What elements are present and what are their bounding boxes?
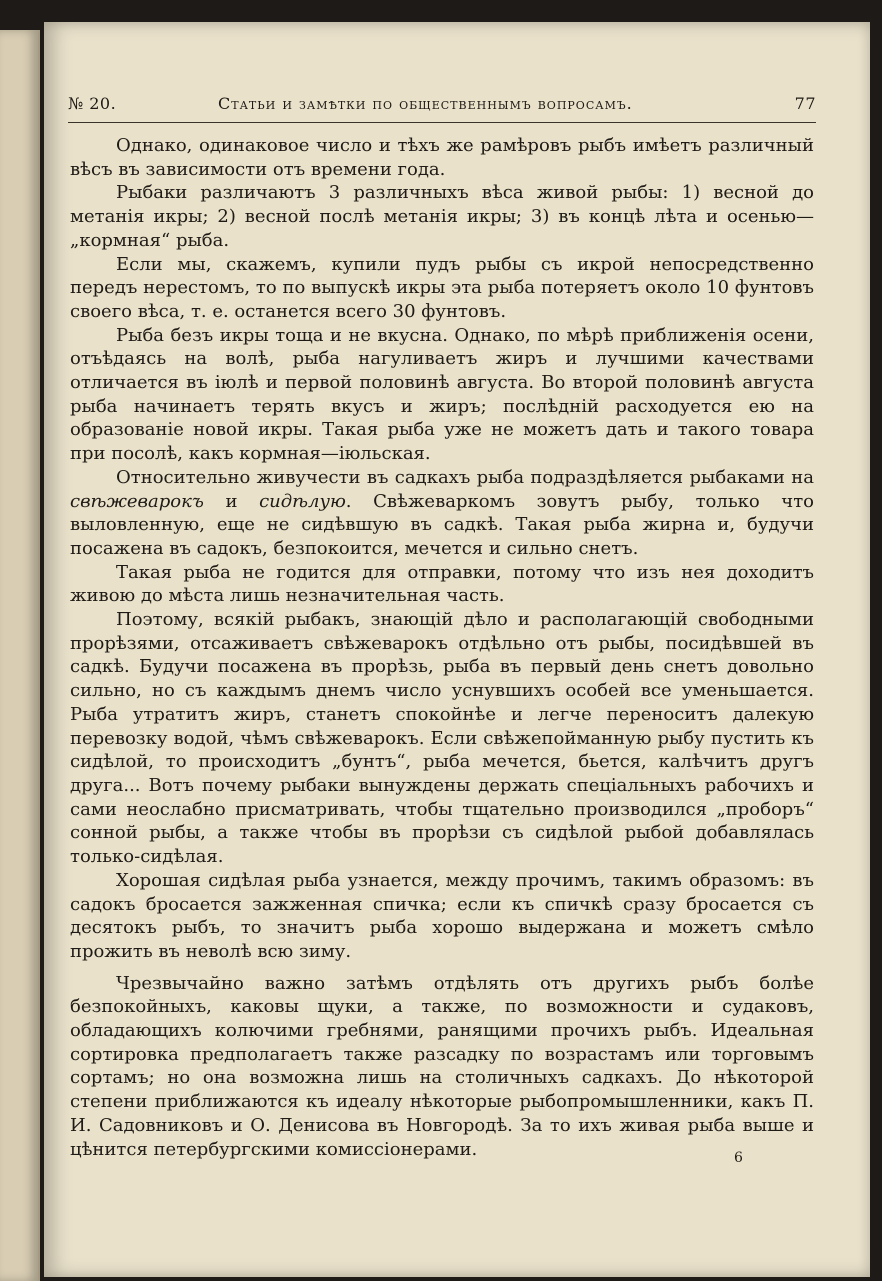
italic-term: сидѣлую bbox=[259, 490, 346, 512]
previous-page-edge bbox=[0, 30, 40, 1281]
paragraph: Поэтому, всякій рыбакъ, знающій дѣло и располагающій свободными прорѣзями, отсаживаетъ свѣжеварокъ отдѣльно отъ рыбы, посидѣвшей въ садкѣ. Будучи посажена въ прорѣзь, рыба въ первый день снетъ довольно сильно, но съ каждымъ днемъ число уснувшихъ особей все уменьшается. Рыба утратитъ жиръ, станетъ спокойнѣе и легче переноситъ далекую перевозку водой, чѣмъ свѣжеварокъ. Если свѣжепойманную рыбу пустить къ сидѣлой, то происходитъ „бунтъ“, рыба мечется, бьется, калѣчитъ другъ друга... Вотъ почему рыбаки вынуждены держать спеціальныхъ рабочихъ и сами неослабно присматривать, чтобы тщательно производился „проборъ“ сонной рыбы, а также чтобы въ прорѣзи съ сидѣлой рыбой добавлялась только-сидѣлая. bbox=[70, 609, 814, 868]
page-number: 77 bbox=[794, 94, 816, 113]
signature-mark: 6 bbox=[734, 1150, 743, 1166]
text-run: и bbox=[203, 490, 260, 512]
paragraph: Такая рыба не годится для отправки, потому что изъ нея доходитъ живою до мѣста лишь незначительная часть. bbox=[70, 561, 814, 607]
paragraph: Однако, одинаковое число и тѣхъ же рамѣровъ рыбъ имѣетъ различный вѣсъ въ зависимости отъ времени года. bbox=[70, 135, 814, 180]
italic-term: свѣжеварокъ bbox=[70, 490, 204, 512]
running-header bbox=[68, 92, 816, 123]
issue-number: № 20. bbox=[68, 94, 117, 113]
text-run: Относительно живучести въ садкахъ рыба подраздѣляется рыбаками на bbox=[116, 466, 814, 488]
book-page bbox=[44, 22, 870, 1277]
text-run: . Свѣжеваркомъ зовутъ рыбу, только что выловленную, еще не сидѣвшую въ садкѣ. Такая рыба жирна и, будучи посажена въ садокъ, безпокоится, мечется и сильно снетъ. bbox=[70, 490, 814, 559]
paragraph: Рыба безъ икры тоща и не вкусна. Однако, по мѣрѣ приближенія осени, отъѣдаясь на волѣ, рыба нагуливаетъ жиръ и лучшими качествами отличается въ іюлѣ и первой половинѣ августа. Во второй половинѣ августа рыба начинаетъ терять вкусъ и жиръ; послѣдній расходуется ею на образованіе новой икры. Такая рыба уже не можетъ дать и такого товара при посолѣ, какъ кормная—іюльская. bbox=[70, 324, 814, 465]
running-title: Статьи и замѣтки по общественнымъ вопросамъ. bbox=[218, 94, 633, 113]
paragraph: Чрезвычайно важно затѣмъ отдѣлять отъ другихъ рыбъ болѣе безпокойныхъ, каковы щуки, а также, по возможности и судаковъ, обладающихъ колючими гребнями, ранящими прочихъ рыбъ. Идеальная сортировка предполагаетъ также разсадку по возрастамъ или торговымъ сортамъ; но она возможна лишь на столичныхъ садкахъ. До нѣкоторой степени приближаются къ идеалу нѣкоторые рыбопромышленники, какъ П. И. Садовниковъ и О. Денисова въ Новгородѣ. За то ихъ живая рыба выше и цѣнится петербургскими комиссіонерами. bbox=[70, 972, 814, 1160]
paragraph bbox=[70, 466, 814, 561]
paragraph: Хорошая сидѣлая рыба узнается, между прочимъ, такимъ образомъ: въ садокъ бросается зажженная спичка; если къ спичкѣ сразу бросается съ десятокъ рыбъ, то значитъ рыба хорошо выдержана и можетъ смѣло прожить въ неволѣ всю зиму. bbox=[70, 869, 814, 962]
paragraph: Рыбаки различаютъ 3 различныхъ вѣса живой рыбы: 1) весной до метанія икры; 2) весной послѣ метанія икры; 3) въ концѣ лѣта и осенью—„кормная“ рыба. bbox=[70, 182, 814, 251]
paragraph: Если мы, скажемъ, купили пудъ рыбы съ икрой непосредственно передъ нерестомъ, то по выпускѣ икры эта рыба потеряетъ около 10 фунтовъ своего вѣса, т. е. останется всего 30 фунтовъ. bbox=[70, 253, 814, 322]
article-body bbox=[70, 134, 814, 1161]
